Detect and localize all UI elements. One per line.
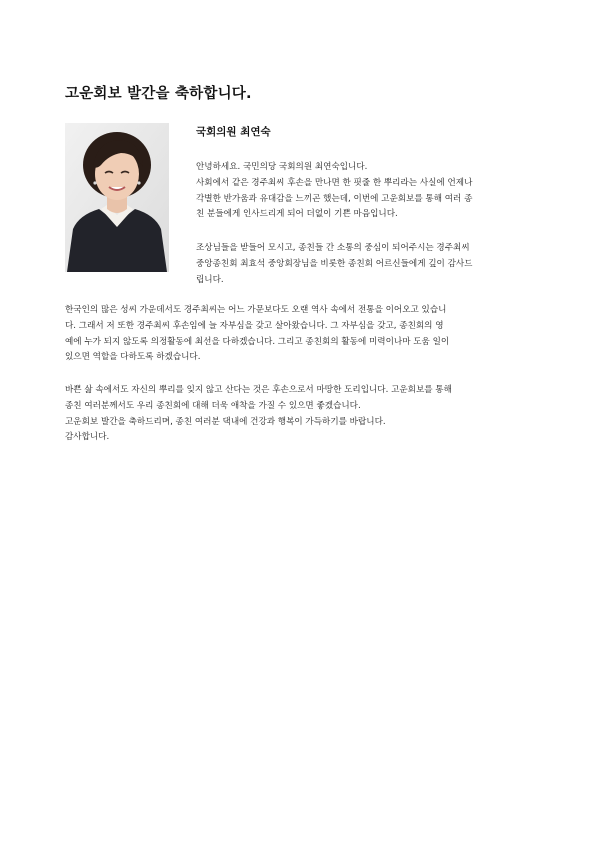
document-title: 고운회보 발간을 축하합니다. — [65, 86, 252, 102]
thanks-line: 조상님들을 받들어 모시고, 종친들 간 소통의 중심이 되어주시는 경주최씨 — [196, 243, 470, 253]
intro-line: 사회에서 같은 경주최씨 후손을 만나면 한 핏줄 한 뿌리라는 사실에 언제나 — [196, 177, 473, 188]
body-line: 한국인의 많은 성씨 가운데서도 경주최씨는 어느 가문보다도 오랜 역사 속에서 전통을 이어오고 있습니 — [65, 305, 447, 315]
body-line: 고운회보 발간을 축하드리며, 종친 여러분 댁내에 건강과 행복이 가득하기를 바랍니다. — [65, 416, 386, 427]
body-paragraph-heritage — [65, 303, 530, 366]
body-line: 종친 여러분께서도 우리 종친회에 대해 더욱 애착을 가질 수 있으면 좋겠습니다. — [65, 400, 361, 411]
thanks-line: 중앙종친회 최효석 중앙회장님을 비롯한 종친회 어르신들에게 깊이 감사드 — [196, 258, 473, 269]
body-line: 바쁜 삶 속에서도 자신의 뿌리를 잊지 않고 산다는 것은 후손으로서 마땅한 도리입니다. 고운회보를 통해 — [65, 385, 452, 395]
body-line: 감사합니다. — [65, 432, 110, 443]
thanks-line: 립니다. — [196, 274, 224, 285]
body-line: 다. 그래서 저 또한 경주최씨 후손임에 늘 자부심을 갖고 살아왔습니다. 그 자부심을 갖고, 종친회의 영 — [65, 320, 444, 331]
intro-line: 안녕하세요. 국민의당 국회의원 최연숙입니다. — [196, 162, 368, 172]
portrait-photo — [65, 123, 169, 272]
intro-paragraph — [196, 160, 530, 223]
author-title: 국회의원 최연숙 — [196, 126, 271, 138]
body-paragraph-closing — [65, 383, 530, 446]
intro-line: 친 분들에게 인사드리게 되어 더없이 기쁜 마음입니다. — [196, 209, 398, 220]
body-line: 예에 누가 되지 않도록 의정활동에 최선을 다하겠습니다. 그리고 종친회의 활동에 미력이나마 도움 일이 — [65, 336, 450, 347]
intro-line: 각별한 반가움과 유대감을 느끼곤 했는데, 이번에 고운회보를 통해 여러 종 — [196, 193, 473, 204]
thanks-paragraph — [196, 241, 530, 288]
body-line: 있으면 역할을 다하도록 하겠습니다. — [65, 352, 201, 363]
